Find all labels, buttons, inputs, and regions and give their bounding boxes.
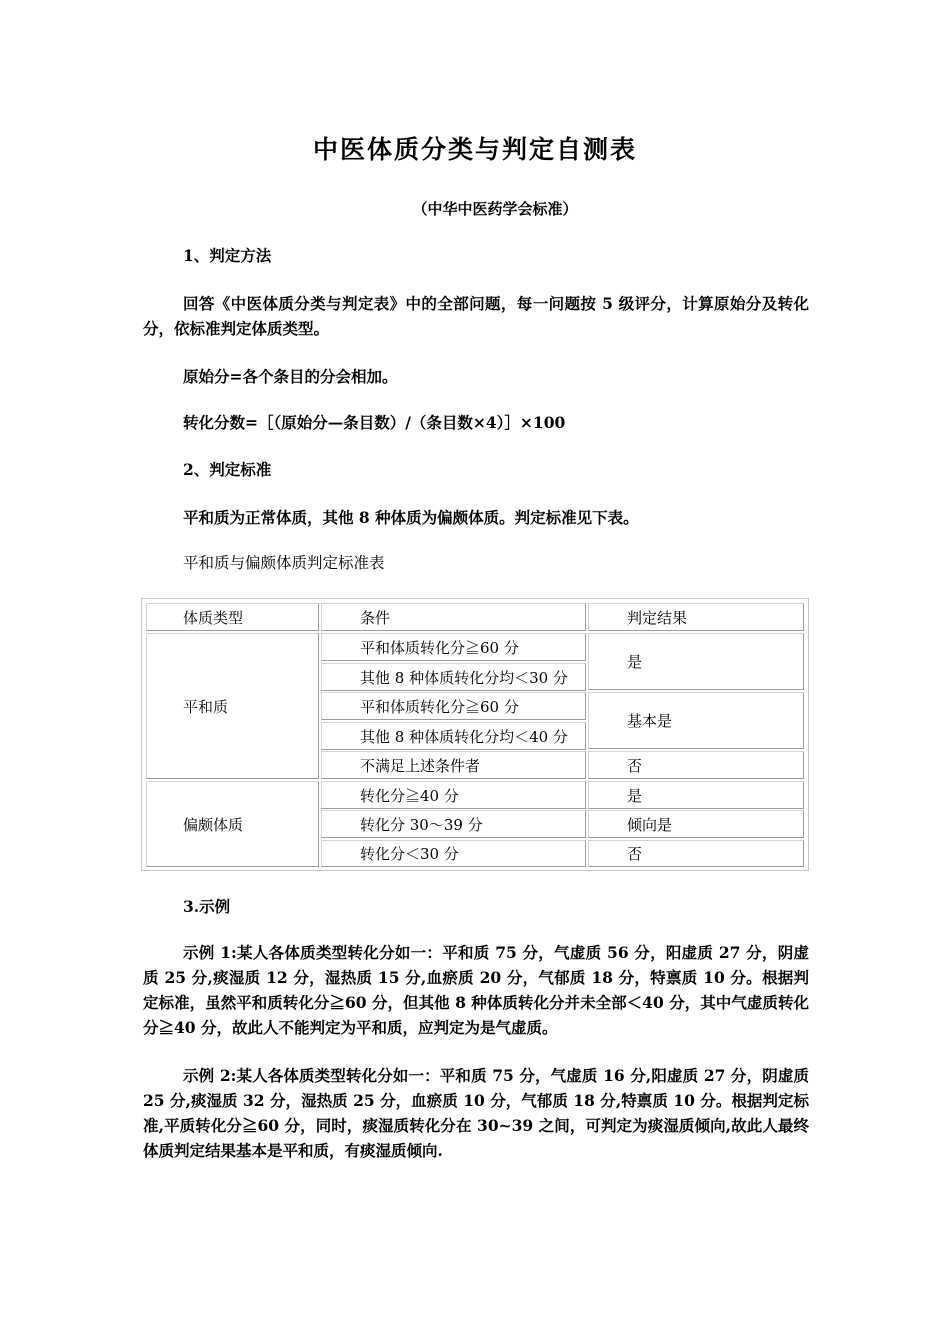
table-result-cell: 否 bbox=[588, 751, 804, 779]
section2-heading: 2、判定标准 bbox=[183, 460, 272, 479]
page-subtitle: （中华中医药学会标准） bbox=[412, 200, 578, 218]
page-title: 中医体质分类与判定自测表 bbox=[312, 135, 637, 164]
raw-score-formula: 原始分=各个条目的分会相加。 bbox=[183, 367, 398, 386]
example-2: 示例 2:某人各体质类型转化分如一：平和质 75 分，气虚质 16 分,阳虚质 27 分，阴虚质 25 分,痰湿质 32 分，湿热质 25 分，血瘀质 10 分，气郁质 18 分,特禀质 10 分。根据判定标准,平质转化分≧60 分，同时，痰湿质转化分在 30~39 之间，可判定为痰湿质倾向,故此人最终体质判定结果基本是平和质，有痰湿质倾向. bbox=[143, 1066, 809, 1160]
table-condition-cell: 不满足上述条件者 bbox=[321, 751, 586, 779]
table-header-condition: 条件 bbox=[321, 603, 586, 631]
section3-heading: 3.示例 bbox=[183, 897, 231, 916]
table-condition-cell: 转化分＜30 分 bbox=[321, 840, 586, 867]
table-type-cell: 偏颇体质 bbox=[146, 781, 319, 867]
table-result-cell: 是 bbox=[588, 633, 804, 690]
table-condition-cell: 平和体质转化分≧60 分 bbox=[321, 692, 586, 720]
table-result-cell: 是 bbox=[588, 781, 804, 809]
table-header-type: 体质类型 bbox=[146, 603, 319, 631]
table-type-cell: 平和质 bbox=[146, 633, 319, 779]
table-header-result: 判定结果 bbox=[588, 603, 804, 631]
table-result-cell: 否 bbox=[588, 840, 804, 867]
table-condition-cell: 转化分 30～39 分 bbox=[321, 810, 586, 838]
table-condition-cell: 转化分≧40 分 bbox=[321, 781, 586, 809]
example-1: 示例 1:某人各体质类型转化分如一：平和质 75 分，气虚质 56 分，阳虚质 27 分，阴虚质 25 分,痰湿质 12 分，湿热质 15 分,血瘀质 20 分，气郁质 18 分，特禀质 10 分。根据判定标准，虽然平和质转化分≧60 分，但其他 8 种体质转化分并未全部＜40 分，其中气虚质转化分≧40 分，故此人不能判定为平和质，应判定为是气虚质。 bbox=[143, 943, 809, 1037]
table-condition-cell: 其他 8 种体质转化分均＜30 分 bbox=[321, 663, 586, 691]
section1-intro: 回答《中医体质分类与判定表》中的全部问题，每一问题按 5 级评分，计算原始分及转化分，依标准判定体质类型。 bbox=[143, 294, 809, 338]
section2-intro: 平和质为正常体质，其他 8 种体质为偏颇体质。判定标准见下表。 bbox=[183, 508, 639, 527]
table-result-cell: 倾向是 bbox=[588, 810, 804, 838]
section1-heading: 1、判定方法 bbox=[183, 246, 272, 265]
criteria-table bbox=[141, 598, 809, 871]
table-caption: 平和质与偏颇体质判定标准表 bbox=[183, 554, 385, 572]
converted-score-formula: 转化分数=［（原始分—条目数）/（条目数×4）］×100 bbox=[183, 413, 566, 432]
table-result-cell: 基本是 bbox=[588, 692, 804, 749]
table-condition-cell: 其他 8 种体质转化分均＜40 分 bbox=[321, 722, 586, 750]
table-condition-cell: 平和体质转化分≧60 分 bbox=[321, 633, 586, 661]
